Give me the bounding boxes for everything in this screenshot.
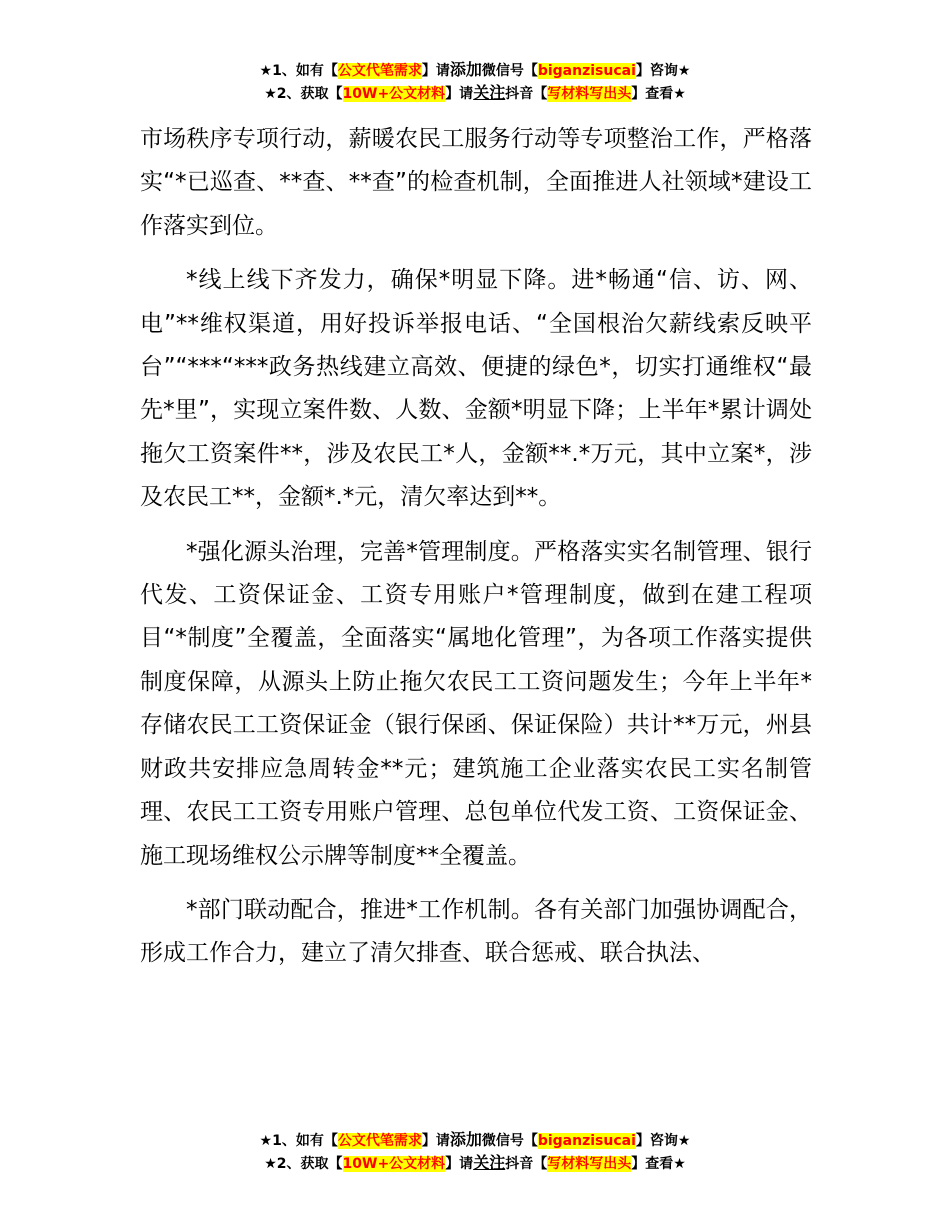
header-ad-banner bbox=[0, 59, 950, 105]
header-line2-text-follow: 关注 bbox=[473, 83, 506, 102]
footer-line1-highlight-wechat-id: biganzisucai bbox=[537, 1133, 636, 1149]
header-line1-text-add: 添加 bbox=[449, 60, 482, 79]
header-line2-text-g: 】查看★ bbox=[631, 86, 686, 102]
header-line1-text-e: 微信号【 bbox=[481, 63, 538, 79]
header-line1-text-g: 】咨询★ bbox=[635, 63, 691, 79]
document-body bbox=[140, 118, 812, 987]
footer-line1-text-e: 微信号【 bbox=[481, 1133, 538, 1149]
header-line2-text-a: ★2、获取【 bbox=[264, 86, 343, 102]
header-line1-highlight-service: 公文代笔需求 bbox=[337, 63, 422, 79]
footer-line2-text-follow: 关注 bbox=[473, 1153, 506, 1172]
footer-line1-text-add: 添加 bbox=[449, 1130, 482, 1149]
header-line2-highlight-materials: 10W+公文材料 bbox=[342, 86, 446, 102]
header-ad-line-1 bbox=[0, 59, 950, 82]
footer-line2-text-c: 】请 bbox=[445, 1156, 474, 1172]
footer-line2-highlight-materials: 10W+公文材料 bbox=[342, 1156, 446, 1172]
footer-line2-highlight-douyin: 写材料写出头 bbox=[547, 1156, 632, 1172]
header-line2-highlight-douyin: 写材料写出头 bbox=[547, 86, 632, 102]
footer-line1-highlight-service: 公文代笔需求 bbox=[337, 1133, 422, 1149]
footer-line1-text-a: ★1、如有【 bbox=[259, 1133, 338, 1149]
footer-ad-line-1 bbox=[0, 1129, 950, 1152]
footer-line1-text-c: 】请 bbox=[421, 1133, 450, 1149]
header-line2-text-e: 抖音【 bbox=[505, 86, 548, 102]
footer-line1-text-g: 】咨询★ bbox=[635, 1133, 691, 1149]
header-line2-text-c: 】请 bbox=[445, 86, 474, 102]
footer-ad-line-2 bbox=[0, 1152, 950, 1175]
header-line1-text-a: ★1、如有【 bbox=[259, 63, 338, 79]
header-line1-text-c: 】请 bbox=[421, 63, 450, 79]
body-paragraph-3: *强化源头治理，完善*管理制度。严格落实实名制管理、银行代发、工资保证金、工资专用账户*管理制度，做到在建工程项目“*制度”全覆盖，全面落实“属地化管理”，为各项工作落实提供制度保障，从源头上防止拖欠农民工工资问题发生；今年上半年*存储农民工工资保证金（银行保函、保证保险）共计**万元，州县财政共安排应急周转金**元；建筑施工企业落实农民工实名制管理、农民工工资专用账户管理、总包单位代发工资、工资保证金、施工现场维权公示牌等制度**全覆盖。 bbox=[140, 538, 812, 869]
footer-line2-text-a: ★2、获取【 bbox=[264, 1156, 343, 1172]
header-ad-line-2 bbox=[0, 82, 950, 105]
body-paragraph-2: *线上线下齐发力，确保*明显下降。进*畅通“信、访、网、电”**维权渠道，用好投诉举报电话、“全国根治欠薪线索反映平台”“***“***政务热线建立高效、便捷的绿色*，切实打通维权“最先*里”，实现立案件数、人数、金额*明显下降；上半年*累计调处拖欠工资案件**，涉及农民工*人，金额**.*万元，其中立案*，涉及农民工**，金额*.*元，清欠率达到**。 bbox=[140, 267, 812, 511]
footer-ad-banner bbox=[0, 1129, 950, 1175]
footer-line2-text-e: 抖音【 bbox=[505, 1156, 548, 1172]
footer-line2-text-g: 】查看★ bbox=[631, 1156, 686, 1172]
header-line1-highlight-wechat-id: biganzisucai bbox=[537, 63, 636, 79]
body-paragraph-4: *部门联动配合，推进*工作机制。各有关部门加强协调配合，形成工作合力，建立了清欠排查、联合惩戒、联合执法、 bbox=[140, 896, 812, 967]
body-paragraph-1: 市场秩序专项行动，薪暖农民工服务行动等专项整治工作，严格落实“*已巡查、**查、**查”的检查机制，全面推进人社领域*建设工作落实到位。 bbox=[140, 126, 812, 239]
